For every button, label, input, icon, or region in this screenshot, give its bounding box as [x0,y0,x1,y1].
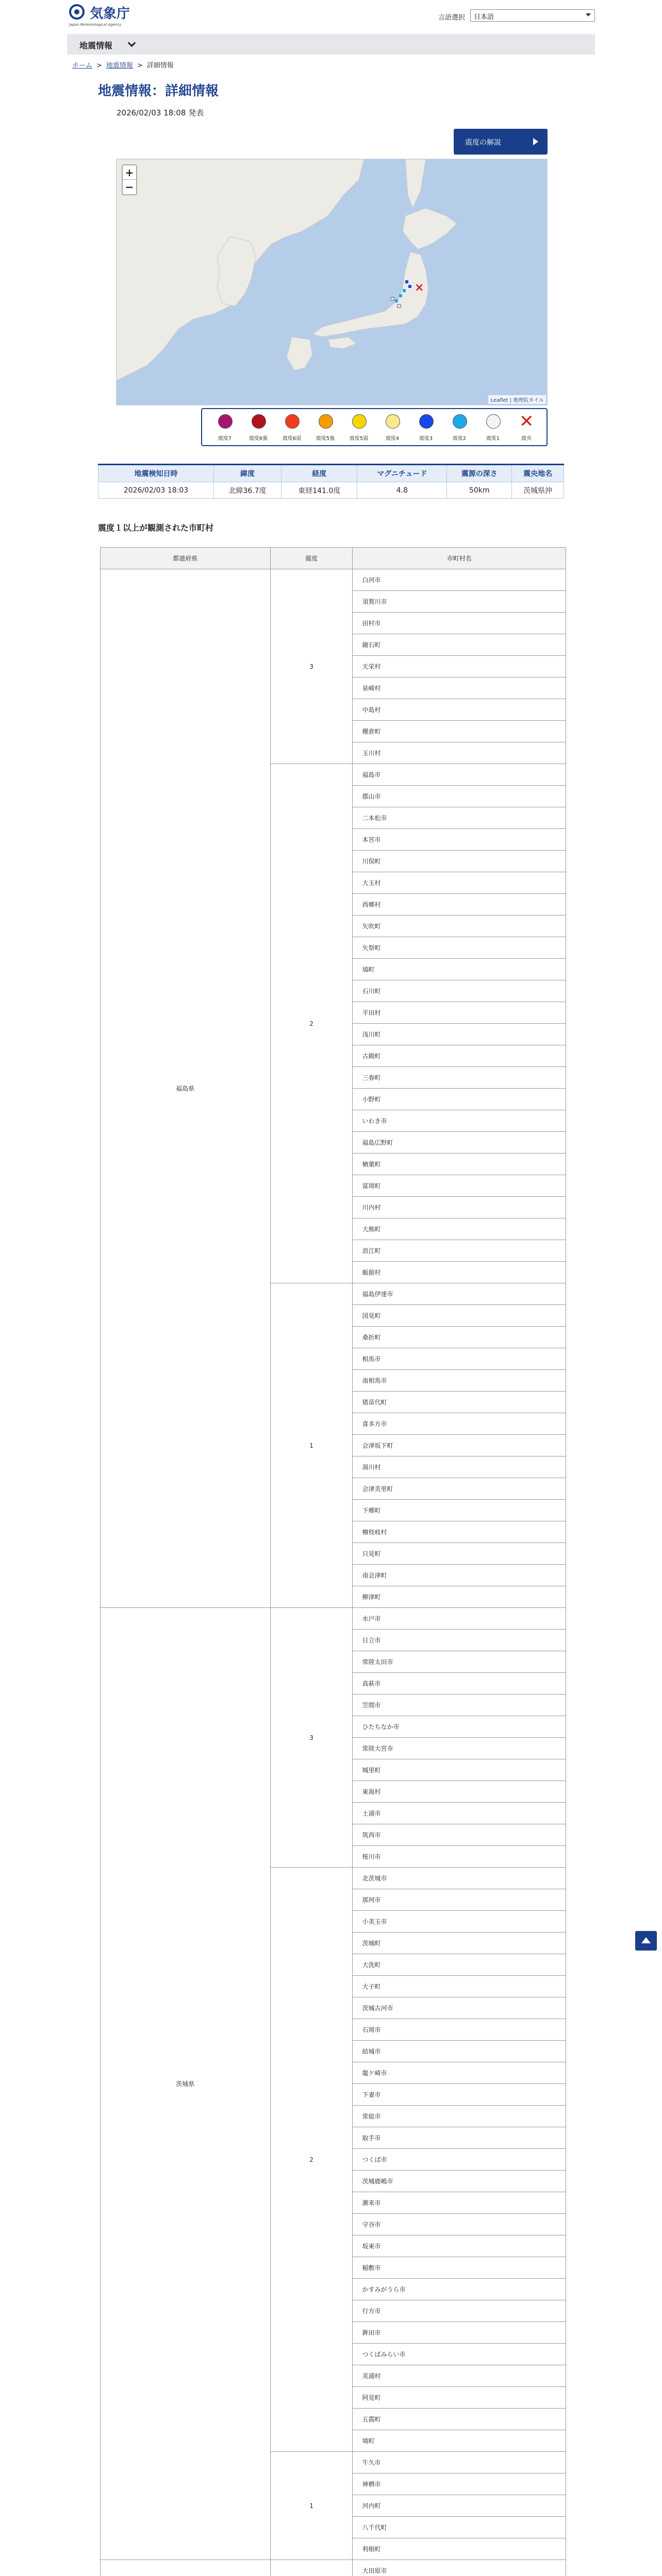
intensity-color-swatch [252,414,266,429]
municipality-cell: 大子町 [353,1976,566,1997]
intensity-1-marker [391,297,394,300]
legend-label: 震度5弱 [349,436,369,442]
intensity-2-marker [399,294,402,297]
municipality-cell: 玉川村 [353,742,566,764]
municipality-cell: 桑折町 [353,1327,566,1348]
municipality-cell: 福島広野町 [353,1132,566,1154]
municipality-cell: 潮来市 [353,2192,566,2214]
municipality-cell: 飯舘村 [353,1262,566,1283]
municipality-cell: 北茨城市 [353,1868,566,1889]
global-nav [67,34,595,55]
intensity-legend [201,408,548,446]
municipality-cell: 大玉村 [353,872,566,894]
municipality-cell: 神栖市 [353,2473,566,2495]
municipality-cell: ひたちなか市 [353,1716,566,1738]
municipality-cell: 浪江町 [353,1240,566,1262]
nav-item-earthquake-info[interactable]: 地震情報 [79,41,113,50]
quake-info-cell: 東経141.0度 [282,482,357,499]
table-row [101,1608,566,1630]
municipality-cell: いわき市 [353,1110,566,1132]
prefecture-cell: 福島県 [101,569,271,1608]
municipality-cell: 茨城町 [353,1933,566,1954]
legend-label: 震度2 [452,436,467,442]
municipality-cell: 柳津町 [353,1586,566,1608]
municipality-cell: 境町 [353,2430,566,2452]
quake-info-cell: 茨城県沖 [512,482,564,499]
quake-info-cell: 4.8 [357,482,447,499]
intensity-3-marker [405,280,408,283]
intensity-cell: 3 [270,1608,353,1868]
land-hokkaido [403,208,457,249]
intensity-3-marker [408,285,411,288]
municipality-cell: 稲敷市 [353,2257,566,2279]
municipality-cell: 須賀川市 [353,591,566,613]
municipality-cell: 守谷市 [353,2214,566,2235]
legend-label: 震度4 [385,436,400,442]
municipality-cell: 小野町 [353,1089,566,1110]
breadcrumb-current: 詳細情報 [146,62,174,70]
quake-info-cell: 50km [447,482,512,499]
land-kyushu [287,337,312,370]
municipality-cell: 常陸太田市 [353,1651,566,1673]
site-header [67,0,595,31]
municipality-cell: 会津坂下町 [353,1435,566,1456]
intensity-explanation-button[interactable] [454,129,548,155]
intensity-table-header: 都道府県 [101,548,271,569]
chevron-down-icon [586,13,591,16]
intensity-cell: 2 [270,764,353,1283]
municipality-cell: 那珂市 [353,1889,566,1911]
intensity-2-marker [403,289,406,292]
municipality-cell: 八千代町 [353,2517,566,2538]
intensity-cell: 1 [270,2452,353,2560]
municipality-cell: 棚倉町 [353,721,566,742]
legend-label: 震央 [521,436,532,442]
legend-label: 震度6強 [249,436,268,442]
zoom-in-button[interactable]: + [123,165,136,180]
language-label: 言語選択 [438,14,465,22]
municipality-cell: 古殿町 [353,1045,566,1067]
municipality-cell: 美浦村 [353,2365,566,2387]
explanation-button-label: 震度の解説 [465,139,501,147]
breadcrumb: ホーム > 地震情報 > 詳細情報 [72,62,174,70]
municipality-cell: 湯川村 [353,1456,566,1478]
logo-subtitle: Japan Meteorological Agency [69,23,122,27]
municipality-cell: 大田原市 [353,2560,566,2576]
municipality-cell: 富岡町 [353,1175,566,1197]
legend-item [377,412,408,444]
municipality-cell: 矢祭町 [353,937,566,959]
municipality-cell: 中島村 [353,699,566,721]
municipality-cell: 日立市 [353,1630,566,1651]
municipality-cell: 本宮市 [353,829,566,851]
intensity-cell: 2 [270,1868,353,2452]
quake-info-table [98,464,564,499]
intensity-map[interactable] [116,159,548,405]
quake-info-header: 経度 [282,465,357,482]
legend-item [410,412,441,444]
zoom-out-button[interactable]: − [125,181,134,193]
municipality-cell: 田村市 [353,613,566,634]
municipality-cell: 下郷町 [353,1500,566,1521]
published-datetime: 2026/02/03 18:08 発表 [117,108,204,117]
municipality-cell: つくば市 [353,2149,566,2171]
municipality-cell: かすみがうら市 [353,2279,566,2300]
land-sakhalin [405,159,426,208]
breadcrumb-home-link[interactable]: ホーム [72,62,93,70]
municipality-cell: 東海村 [353,1781,566,1803]
quake-info-header: 震央地名 [512,465,564,482]
intensity-table-header: 市町村名 [353,548,566,569]
map-zoom-control [122,164,137,195]
municipality-cell: 高萩市 [353,1673,566,1694]
municipality-cell: 南会津町 [353,1565,566,1586]
chevron-down-icon[interactable] [128,39,136,47]
jma-logo-icon [69,4,85,20]
quake-info-header: 緯度 [213,465,281,482]
language-selector [425,9,595,23]
intensity-municipality-table [100,547,566,2576]
municipality-cell: 龍ケ崎市 [353,2062,566,2084]
municipality-cell: 相馬市 [353,1348,566,1370]
municipality-cell: 郡山市 [353,786,566,807]
municipality-cell: 浅川町 [353,1024,566,1045]
quake-info-header: 震源の深さ [447,465,512,482]
municipality-cell: 常陸大宮市 [353,1738,566,1759]
municipality-cell: 福島市 [353,764,566,786]
municipality-cell: 下妻市 [353,2084,566,2106]
municipality-cell: 利根町 [353,2538,566,2560]
intensity-section-title: 震度１以上が観測された市町村 [98,523,214,533]
intensity-color-swatch [285,414,300,429]
municipality-cell: 城里町 [353,1759,566,1781]
municipality-cell: 石川町 [353,980,566,1002]
intensity-color-swatch [386,414,400,429]
municipality-cell: 石岡市 [353,2019,566,2041]
table-row [101,2560,566,2576]
intensity-list-container [100,547,566,2576]
legend-item [310,412,341,444]
municipality-cell: 西郷村 [353,894,566,916]
municipality-cell: 川俣町 [353,851,566,872]
logo-text: 気象庁 [90,6,130,22]
table-row [101,569,566,591]
quake-info-row [98,482,564,499]
legend-label: 震度1 [486,436,500,442]
municipality-cell: 五霞町 [353,2409,566,2430]
municipality-cell: 小美玉市 [353,1911,566,1933]
municipality-cell: 塙町 [353,959,566,980]
intensity-color-swatch [352,414,367,429]
legend-label: 震度7 [218,436,232,442]
legend-item [276,412,307,444]
municipality-cell: 鉾田市 [353,2322,566,2344]
intensity-cell [270,2560,353,2576]
municipality-cell: 福島伊達市 [353,1283,566,1305]
municipality-cell: 鏡石町 [353,634,566,656]
municipality-cell: 土浦市 [353,1803,566,1824]
map-canvas [117,159,548,405]
language-select[interactable]: 日本語 [470,9,595,22]
municipality-cell: 筑西市 [353,1824,566,1846]
quake-info-header-row [98,465,564,482]
municipality-cell: 楢葉町 [353,1154,566,1175]
intensity-cell: 1 [270,1283,353,1608]
municipality-cell: 只見町 [353,1543,566,1565]
municipality-cell: 南相馬市 [353,1370,566,1392]
municipality-cell: 檜枝岐村 [353,1521,566,1543]
epicenter-marker: × [415,281,424,294]
breadcrumb-earthquake-link[interactable]: 地震情報 [106,62,133,70]
municipality-cell: 会津美里町 [353,1478,566,1500]
municipality-cell: 茨城鹿嶋市 [353,2171,566,2192]
legend-label: 震度5強 [316,436,335,442]
municipality-cell: 茨城古河市 [353,1997,566,2019]
municipality-cell: 結城市 [353,2041,566,2062]
quake-info-header: 地震検知日時 [98,465,214,482]
municipality-cell: 桜川市 [353,1846,566,1868]
municipality-cell: 泉崎村 [353,677,566,699]
municipality-cell: 天栄村 [353,656,566,677]
legend-item [243,412,274,444]
municipality-cell: 笠間市 [353,1694,566,1716]
intensity-color-swatch [218,414,233,429]
land-honshu [312,252,428,337]
quake-info-cell: 2026/02/03 18:03 [98,482,214,499]
intensity-color-swatch [453,414,467,429]
municipality-cell: 平田村 [353,1002,566,1024]
intensity-table-header: 震度 [270,548,353,569]
back-to-top-button[interactable] [635,1931,657,1951]
municipality-cell: 河内町 [353,2495,566,2517]
legend-item [477,412,508,444]
municipality-cell: 猪苗代町 [353,1392,566,1413]
municipality-cell: 国見町 [353,1305,566,1327]
municipality-cell: 白河市 [353,569,566,591]
legend-item [444,412,475,444]
legend-item [343,412,374,444]
municipality-cell: 喜多方市 [353,1413,566,1435]
municipality-cell: 川内村 [353,1197,566,1218]
quake-info-cell: 北緯36.7度 [213,482,281,499]
municipality-cell: 大洗町 [353,1954,566,1976]
intensity-cell: 3 [270,569,353,764]
legend-item [511,412,542,444]
municipality-cell: 坂東市 [353,2235,566,2257]
municipality-cell: 行方市 [353,2300,566,2322]
x-mark-icon: ✕ [519,411,534,432]
page-title: 地震情報：詳細情報 [98,83,219,99]
intensity-table-header-row [101,548,566,569]
municipality-cell: 取手市 [353,2127,566,2149]
municipality-cell: 矢吹町 [353,916,566,937]
play-arrow-icon [533,138,538,145]
municipality-cell: 三春町 [353,1067,566,1089]
prefecture-cell [101,2560,271,2576]
municipality-cell: 牛久市 [353,2452,566,2473]
intensity-color-swatch [419,414,434,429]
municipality-cell: 水戸市 [353,1608,566,1630]
municipality-cell: 二本松市 [353,807,566,829]
legend-item [209,412,240,444]
legend-label: 震度6弱 [282,436,302,442]
intensity-color-swatch [319,414,333,429]
municipality-cell: つくばみらい市 [353,2344,566,2365]
legend-label: 震度3 [419,436,433,442]
prefecture-cell: 茨城県 [101,1608,271,2560]
intensity-1-marker [398,304,401,308]
municipality-cell: 常総市 [353,2106,566,2127]
intensity-2-marker [395,299,398,302]
quake-info-header: マグニチュード [357,465,447,482]
jma-logo[interactable] [67,2,139,27]
municipality-cell: 阿見町 [353,2387,566,2409]
municipality-cell: 大熊町 [353,1218,566,1240]
map-attribution[interactable]: Leaflet | 地理院タイル [488,395,546,404]
land-shikoku [328,337,356,349]
intensity-color-swatch [486,414,501,429]
